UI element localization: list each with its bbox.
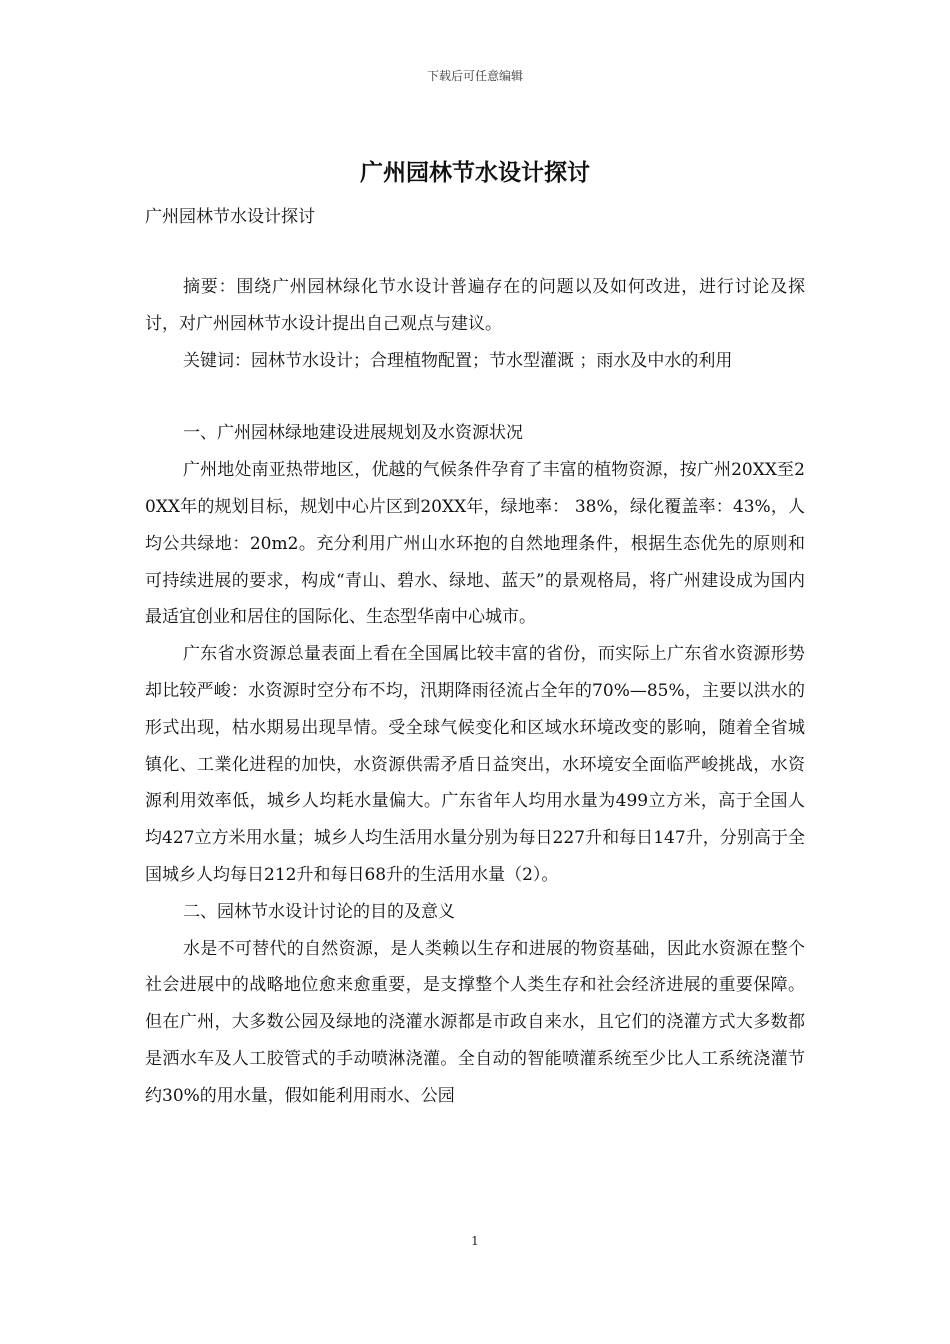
document-title: 广州园林节水设计探讨 — [360, 160, 590, 186]
keywords-paragraph: 关键词：园林节水设计；合理植物配置；节水型灌溉 ；雨水及中水的利用 — [183, 350, 733, 371]
body-paragraph: 广东省水资源总量表面上看在全国属比较丰富的省份，而实际上广东省水资源形势却比较严峻：水资源时空分布不均，汛期降雨径流占全年的70%—85%，主要以洪水的形式出现，枯水期易出现旱情。受全球气候变化和区域水环境改变的影响，随着全省城镇化、工業化进程的加快，水资源供需矛盾日益突出，水环境安全面临严峻挑战，水资源利用效率低，城乡人均耗水量偏大。广东省年人均用水量为499立方米，高于全国人均427立方米用水量；城乡人均生活用水量分别为每日227升和每日147升，分别高于全国城乡人均每日212升和每日68升的生活用水量（2）。 — [145, 644, 805, 885]
page-number: 1 — [471, 1234, 479, 1248]
abstract-paragraph: 摘要：围绕广州园林绿化节水设计普遍存在的问题以及如何改进，进行讨论及探讨，对广州园林节水设计提出自己观点与建议。 — [145, 277, 805, 334]
section-heading-2: 二、园林节水设计讨论的目的及意义 — [183, 901, 455, 922]
document-subtitle: 广州园林节水设计探讨 — [145, 207, 315, 227]
body-paragraph: 水是不可替代的自然资源，是人类赖以生存和进展的物资基础，因此水资源在整个社会进展中的战略地位愈来愈重要，是支撑整个人类生存和社会经济进展的重要保障。但在广州，大多数公园及绿地的浇灌水源都是市政自来水，且它们的浇灌方式大多数都是洒水车及人工胶管式的手动喷淋浇灌。全自动的智能喷灌系统至少比人工系统浇灌节约30%的用水量，假如能利用雨水、公园 — [145, 938, 805, 1106]
section-heading-1: 一、广州园林绿地建设进展规划及水资源状况 — [183, 423, 523, 444]
document-body — [145, 269, 805, 1115]
page-header-note: 下载后可任意编辑 — [426, 69, 523, 83]
body-paragraph: 广州地处南亚热带地区，优越的气候条件孕育了丰富的植物资源，按广州20XX至20XX年的规划目标，规划中心片区到20XX年，绿地率： 38%，绿化覆盖率：43%，人均公共绿地：20m2。充分利用广州山水环抱的自然地理条件，根据生态优先的原则和可持续进展的要求，构成“青山、碧水、绿地、蓝天”的景观格局，将广州建设成为国内最适宜创业和居住的国际化、生态型华南中心城市。 — [145, 460, 805, 628]
